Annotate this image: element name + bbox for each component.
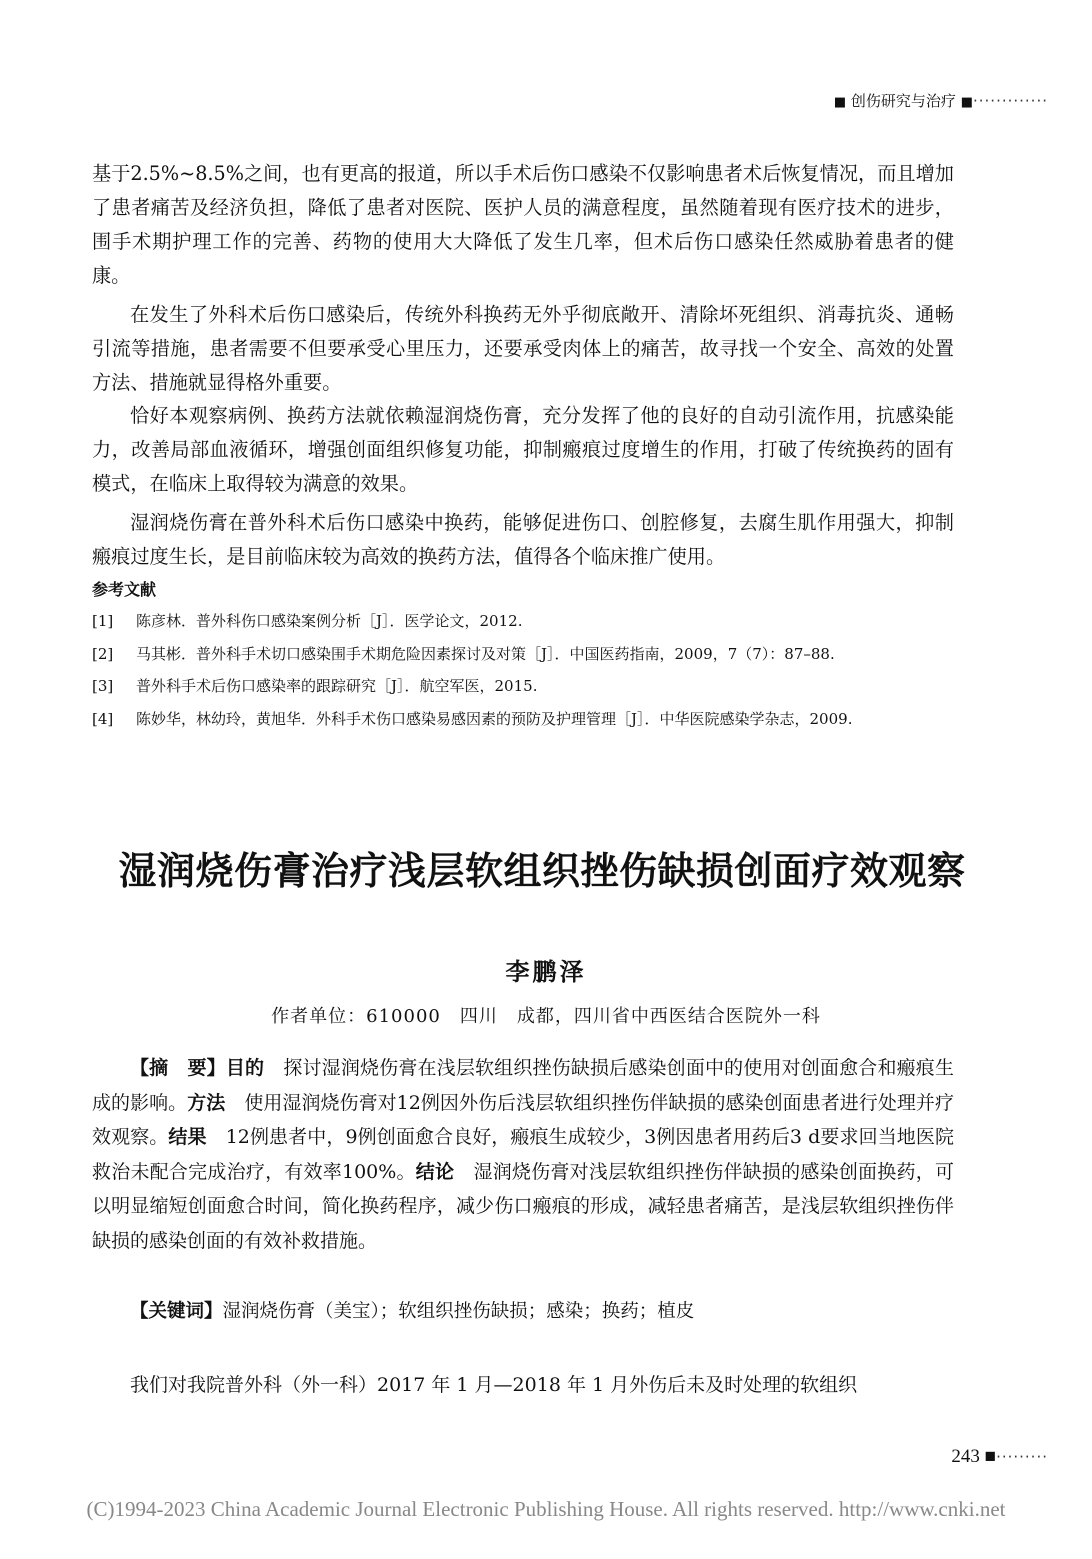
keywords-label: 【关键词】 bbox=[130, 1301, 223, 1322]
keywords bbox=[130, 1297, 954, 1323]
paragraph: 基于2.5%~8.5%之间，也有更高的报道，所以手术后伤口感染不仅影响患者术后恢复情况，而且增加了患者痛苦及经济负担，降低了患者对医院、医护人员的满意程度，虽然随着现有医疗技术的进步，围手术期护理工作的完善、药物的使用大大降低了发生几率，但术后伤口感染任然威胁着患者的健康。 bbox=[92, 162, 954, 287]
article-title: 湿润烧伤膏治疗浅层软组织挫伤缺损创面疗效观察 bbox=[118, 848, 966, 893]
paragraph: 恰好本观察病例、换药方法就依赖湿润烧伤膏，充分发挥了他的良好的自动引流作用，抗感染能力，改善局部血液循环，增强创面组织修复功能，抑制瘢痕过度增生的作用，打破了传统换药的固有模式，在临床上取得较为满意的效果。 bbox=[92, 404, 954, 495]
article-author: 李鹏泽 bbox=[505, 957, 587, 986]
reference-number: [2] bbox=[92, 645, 114, 663]
reference-number: [3] bbox=[92, 677, 114, 695]
abstract-label: 【摘 要】 bbox=[130, 1057, 226, 1079]
result-label: 结果 bbox=[168, 1126, 207, 1148]
body-paragraph: 我们对我院普外科（外一科）2017 年 1 月—2018 年 1 月外伤后未及时处理的软组织 bbox=[130, 1374, 858, 1396]
square-bullet-icon: ■ bbox=[984, 1446, 997, 1467]
square-bullet-icon: ■ bbox=[960, 95, 973, 110]
reference-text: 普外科手术后伤口感染率的跟踪研究［J］．航空军医，2015. bbox=[136, 677, 538, 695]
header-dots: ············· bbox=[973, 92, 1048, 110]
method-text: 使用湿润烧伤膏对12例因外伤后浅层软组织挫伤伴缺损的感染创面患者进行处理并疗效观察。 bbox=[92, 1091, 954, 1148]
aim-text: 探讨湿润烧伤膏在浅层软组织挫伤缺损后感染创面中的使用对创面愈合和瘢痕生成的影响。 bbox=[92, 1057, 954, 1114]
reference-item bbox=[92, 607, 954, 635]
method-label: 方法 bbox=[187, 1091, 226, 1114]
conclusion-label: 结论 bbox=[415, 1160, 455, 1183]
references-heading: 参考文献 bbox=[92, 580, 157, 599]
reference-item bbox=[92, 705, 954, 733]
running-header bbox=[834, 90, 1048, 111]
paragraph: 在发生了外科术后伤口感染后，传统外科换药无外乎彻底敞开、清除坏死组织、消毒抗炎、通畅引流等措施，患者需要不但要承受心里压力，还要承受肉体上的痛苦，故寻找一个安全、高效的处置方法、措施就显得格外重要。 bbox=[92, 303, 954, 394]
author-affiliation: 作者单位：610000 四川 成都，四川省中西医结合医院外一科 bbox=[271, 1006, 821, 1027]
reference-text: 陈妙华，林幼玲，黄旭华．外科手术伤口感染易感因素的预防及护理管理［J］．中华医院感染学杂志，2009. bbox=[136, 710, 853, 728]
conclusion-text: 湿润烧伤膏对浅层软组织挫伤伴缺损的感染创面换药，可以明显缩短创面愈合时间，简化换药程序，减少伤口瘢痕的形成，减轻患者痛苦，是浅层软组织挫伤伴缺损的感染创面的有效补救措施。 bbox=[92, 1160, 954, 1252]
page-number-block bbox=[951, 1446, 1048, 1468]
page-number: 243 bbox=[951, 1446, 980, 1467]
reference-text: 马其彬．普外科手术切口感染围手术期危险因素探讨及对策［J］．中国医药指南，2009，7（7）：87–88. bbox=[136, 645, 835, 663]
keywords-text: 湿润烧伤膏（美宝）；软组织挫伤缺损；感染；换药；植皮 bbox=[222, 1301, 695, 1322]
reference-number: [1] bbox=[92, 612, 114, 630]
section-name: 创伤研究与治疗 bbox=[850, 92, 956, 110]
result-text: 12例患者中，9例创面愈合良好，瘢痕生成较少，3例因患者用药后3 d要求回当地医院救治未配合完成治疗，有效率100%。 bbox=[92, 1126, 954, 1183]
abstract bbox=[92, 1051, 954, 1258]
reference-item bbox=[92, 672, 954, 700]
footer-dots: ········· bbox=[996, 1448, 1048, 1466]
paragraph: 湿润烧伤膏在普外科术后伤口感染中换药，能够促进伤口、创腔修复，去腐生肌作用强大，抑制瘢痕过度生长，是目前临床较为高效的换药方法，值得各个临床推广使用。 bbox=[92, 511, 954, 568]
reference-number: [4] bbox=[92, 710, 114, 728]
reference-text: 陈彦林．普外科伤口感染案例分析［J］．医学论文，2012. bbox=[136, 612, 523, 630]
square-bullet-icon: ■ bbox=[833, 95, 847, 110]
aim-label: 目的 bbox=[225, 1057, 265, 1079]
reference-item bbox=[92, 640, 954, 668]
copyright-watermark: (C)1994-2023 China Academic Journal Electronic Publishing House. All rights reserved. http://www.cnki.net bbox=[86, 1497, 1006, 1521]
